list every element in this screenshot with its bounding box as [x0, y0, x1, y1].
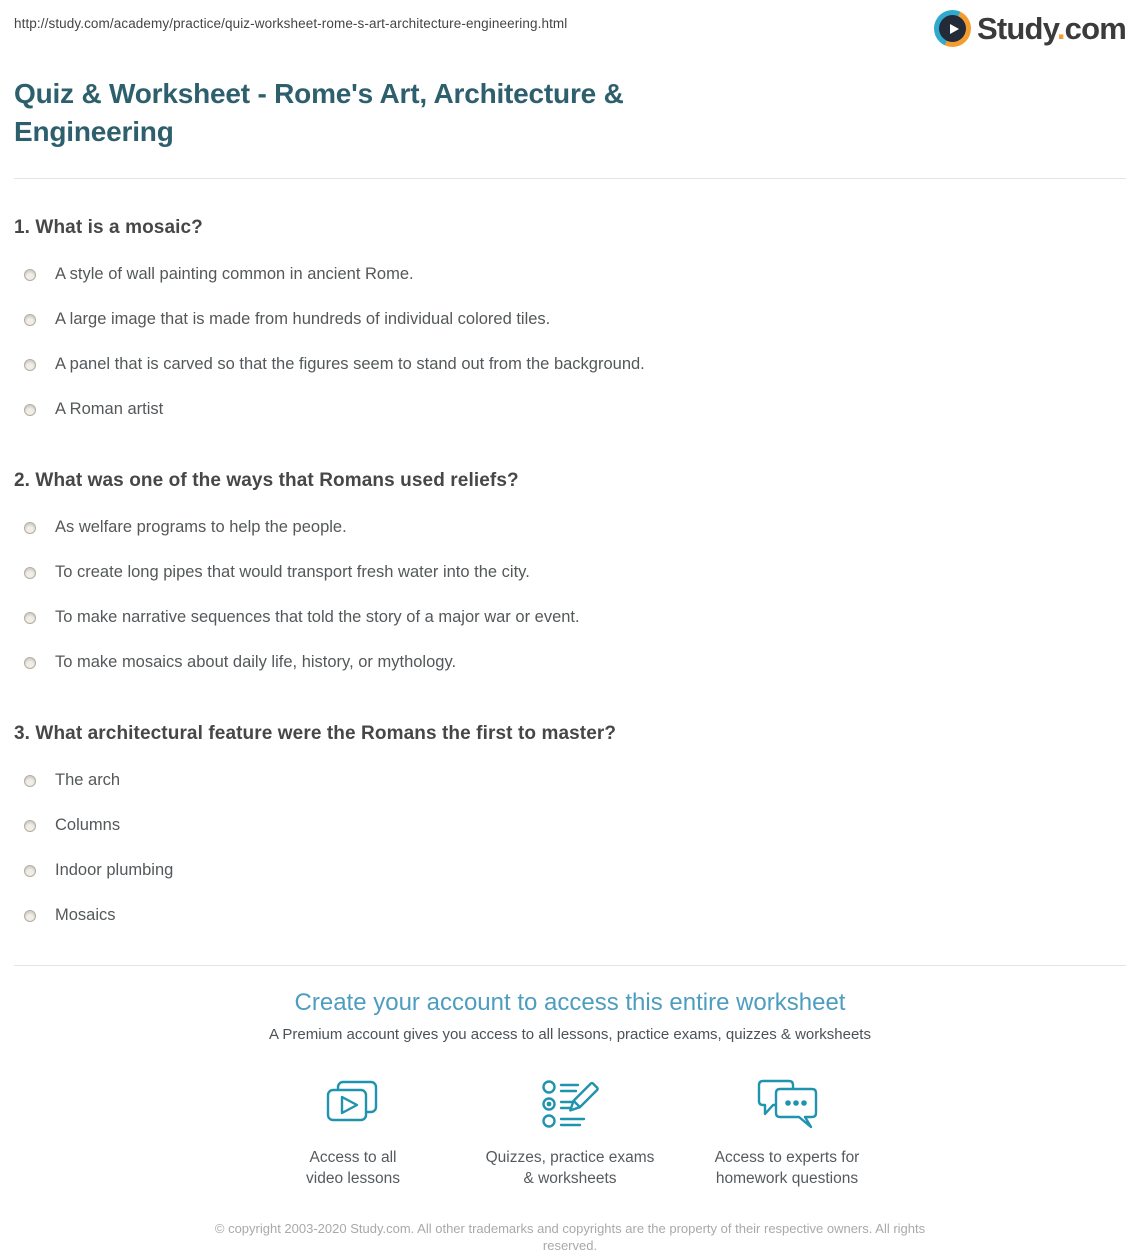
question-3-heading: 3. What architectural feature were the Romans the first to master? — [14, 723, 617, 744]
question-1-option-3[interactable]: A panel that is carved so that the figures seem to stand out from the background. — [24, 342, 1126, 387]
premium-features — [14, 1075, 1126, 1189]
question-2-heading: 2. What was one of the ways that Romans used reliefs? — [14, 470, 519, 491]
video-lessons-icon — [245, 1075, 462, 1135]
question-1-option-2[interactable]: A large image that is made from hundreds of individual colored tiles. — [24, 297, 1126, 342]
question-1 — [14, 217, 1126, 432]
radio-button[interactable] — [24, 910, 36, 922]
question-1-option-1[interactable]: A style of wall painting common in ancient Rome. — [24, 252, 1126, 297]
page-url: http://study.com/academy/practice/quiz-worksheet-rome-s-art-architecture-engineering.html — [14, 16, 568, 31]
cta-subtitle: A Premium account gives you access to all lessons, practice exams, quizzes & worksheets — [269, 1026, 871, 1043]
create-account-cta — [14, 989, 1126, 1043]
question-3-option-2[interactable]: Columns — [24, 803, 1126, 848]
question-2-option-4[interactable]: To make mosaics about daily life, history, or mythology. — [24, 640, 1126, 685]
question-2-option-3[interactable]: To make narrative sequences that told the story of a major war or event. — [24, 595, 1126, 640]
feature-label: Quizzes, practice exams & worksheets — [485, 1149, 655, 1187]
question-3-option-1[interactable]: The arch — [24, 758, 1126, 803]
page-header — [14, 0, 1126, 47]
question-3-option-3[interactable]: Indoor plumbing — [24, 848, 1126, 893]
radio-button[interactable] — [24, 314, 36, 326]
page-title: Quiz & Worksheet - Rome's Art, Architecture & Engineering — [14, 78, 624, 147]
radio-button[interactable] — [24, 657, 36, 669]
radio-button[interactable] — [24, 567, 36, 579]
question-2 — [14, 470, 1126, 685]
radio-button[interactable] — [24, 820, 36, 832]
radio-button[interactable] — [24, 775, 36, 787]
study-logo-text: Study.com — [977, 10, 1126, 46]
title-divider — [14, 178, 1126, 179]
cta-title-link[interactable]: Create your account to access this entire worksheet — [294, 989, 846, 1016]
study-logo[interactable] — [934, 10, 1126, 47]
radio-button[interactable] — [24, 359, 36, 371]
question-1-option-4[interactable]: A Roman artist — [24, 387, 1126, 432]
study-play-icon — [934, 10, 971, 47]
copyright-notice: © copyright 2003-2020 Study.com. All other trademarks and copyrights are the property of their respective owners. All rights reserved. — [214, 1221, 926, 1253]
feature-label: Access to all video lessons — [306, 1149, 400, 1187]
radio-button[interactable] — [24, 865, 36, 877]
radio-button[interactable] — [24, 404, 36, 416]
question-2-options — [14, 505, 1126, 685]
radio-button[interactable] — [24, 522, 36, 534]
content-divider — [14, 965, 1126, 966]
question-3-options — [14, 758, 1126, 938]
quizzes-worksheets-icon — [462, 1075, 679, 1135]
feature-video-lessons — [245, 1075, 462, 1189]
question-1-options — [14, 252, 1126, 432]
question-3 — [14, 723, 1126, 938]
radio-button[interactable] — [24, 269, 36, 281]
chat-experts-icon — [679, 1075, 896, 1135]
question-2-option-2[interactable]: To create long pipes that would transport fresh water into the city. — [24, 550, 1126, 595]
question-2-option-1[interactable]: As welfare programs to help the people. — [24, 505, 1126, 550]
feature-homework-experts — [679, 1075, 896, 1189]
question-1-heading: 1. What is a mosaic? — [14, 217, 203, 238]
radio-button[interactable] — [24, 612, 36, 624]
feature-quizzes-worksheets — [462, 1075, 679, 1189]
question-3-option-4[interactable]: Mosaics — [24, 893, 1126, 938]
feature-label: Access to experts for homework questions — [714, 1149, 860, 1187]
